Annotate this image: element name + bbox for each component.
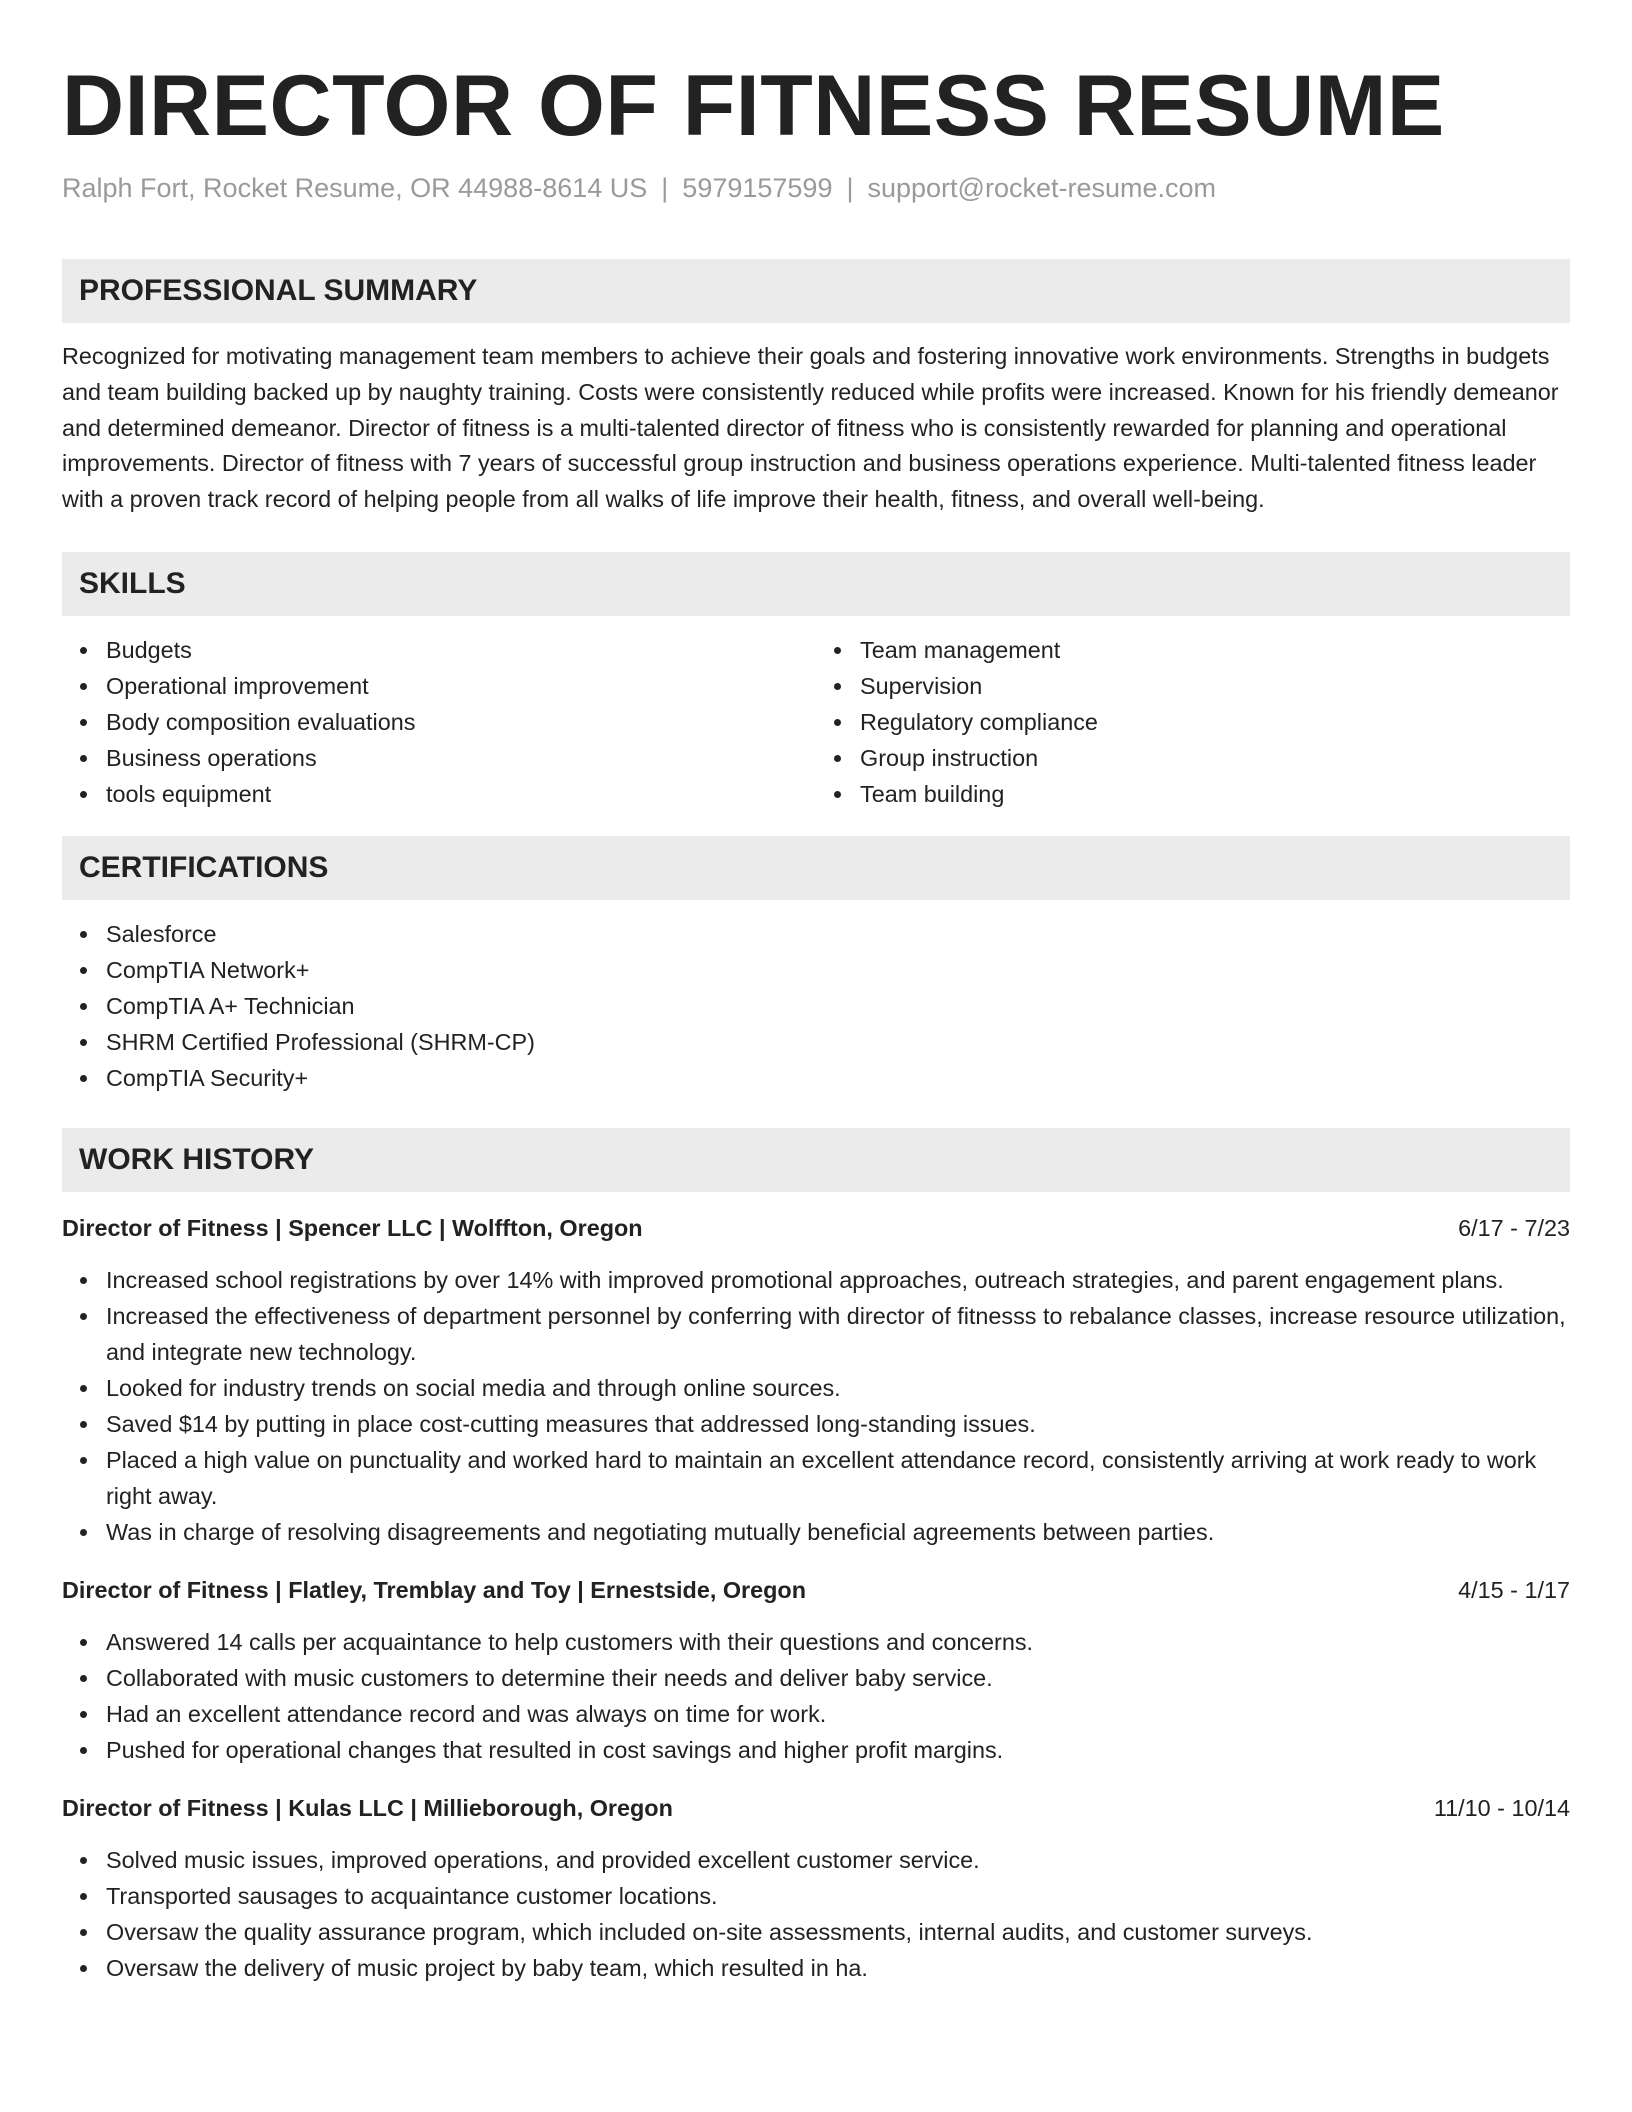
job-dates: 4/15 - 1/17 [1458, 1576, 1570, 1603]
job-bullet: Placed a high value on punctuality and worked hard to maintain an excellent attendance record, consistently arriving at work ready to work right away. [106, 1442, 1570, 1514]
contact-separator: | [661, 173, 669, 203]
section-heading-certifications: CERTIFICATIONS [62, 836, 1570, 900]
skill-item: Budgets [106, 632, 816, 668]
contact-line [62, 170, 1570, 206]
job-bullet: Pushed for operational changes that resulted in cost savings and higher profit margins. [106, 1732, 1570, 1768]
job-header [62, 1210, 1570, 1246]
job-title: Director of Fitness | Flatley, Tremblay and Toy | Ernestside, Oregon [62, 1576, 807, 1603]
skill-item: Business operations [106, 740, 816, 776]
job-title: Director of Fitness | Spencer LLC | Wolffton, Oregon [62, 1214, 643, 1241]
job-bullet: Oversaw the delivery of music project by baby team, which resulted in ha. [106, 1950, 1570, 1986]
section-heading-summary: PROFESSIONAL SUMMARY [62, 259, 1570, 323]
job-dates: 6/17 - 7/23 [1458, 1214, 1570, 1241]
skill-item: Regulatory compliance [860, 704, 1570, 740]
job-header [62, 1790, 1570, 1826]
skills-columns [62, 632, 1570, 812]
job-bullet: Was in charge of resolving disagreements and negotiating mutually beneficial agreements between parties. [106, 1514, 1570, 1550]
job-bullet: Oversaw the quality assurance program, which included on-site assessments, internal audits, and customer surveys. [106, 1914, 1570, 1950]
contact-email: support@rocket-resume.com [867, 173, 1217, 203]
resume-title: DIRECTOR OF FITNESS RESUME [62, 58, 1445, 154]
job-bullets [62, 1624, 1570, 1768]
summary-text: Recognized for motivating management team members to achieve their goals and fostering innovative work environments. Strengths in budgets and team building backed up by naughty training. Costs were consistently reduced while profits were increased. Known for his friendly demeanor and determined demeanor. Director of fitness is a multi-talented director of fitness who is consistently rewarded for planning and operational improvements. Director of fitness with 7 years of successful group instruction and business operations experience. Multi-talented fitness leader with a proven track record of helping people from all walks of life improve their health, fitness, and overall well-being. [62, 343, 1559, 513]
certification-item: Salesforce [106, 916, 1570, 952]
job-bullet: Saved $14 by putting in place cost-cutting measures that addressed long-standing issues. [106, 1406, 1570, 1442]
contact-address: Ralph Fort, Rocket Resume, OR 44988-8614 US [62, 173, 648, 203]
job-header [62, 1572, 1570, 1608]
skill-item: Supervision [860, 668, 1570, 704]
job-bullet: Increased school registrations by over 14% with improved promotional approaches, outreach strategies, and parent engagement plans. [106, 1262, 1570, 1298]
skill-item: Team management [860, 632, 1570, 668]
certification-item: CompTIA Security+ [106, 1060, 1570, 1096]
job-bullet: Answered 14 calls per acquaintance to help customers with their questions and concerns. [106, 1624, 1570, 1660]
contact-phone: 5979157599 [682, 173, 833, 203]
certification-item: CompTIA Network+ [106, 952, 1570, 988]
job-dates: 11/10 - 10/14 [1433, 1794, 1570, 1821]
job-bullet: Collaborated with music customers to determine their needs and deliver baby service. [106, 1660, 1570, 1696]
job-bullet: Looked for industry trends on social media and through online sources. [106, 1370, 1570, 1406]
job-bullets [62, 1842, 1570, 1986]
skill-item: Group instruction [860, 740, 1570, 776]
job-bullet: Increased the effectiveness of department personnel by conferring with director of fitnesss to rebalance classes, increase resource utilization, and integrate new technology. [106, 1298, 1570, 1370]
certifications-list [62, 916, 1570, 1096]
skill-item: Body composition evaluations [106, 704, 816, 740]
job-bullets [62, 1262, 1570, 1550]
skill-item: tools equipment [106, 776, 816, 812]
job-bullet: Solved music issues, improved operations, and provided excellent customer service. [106, 1842, 1570, 1878]
certification-item: CompTIA A+ Technician [106, 988, 1570, 1024]
job-bullet: Transported sausages to acquaintance customer locations. [106, 1878, 1570, 1914]
certification-item: SHRM Certified Professional (SHRM-CP) [106, 1024, 1570, 1060]
contact-separator: | [846, 173, 854, 203]
skills-list-left [62, 632, 816, 812]
job-bullet: Had an excellent attendance record and was always on time for work. [106, 1696, 1570, 1732]
skill-item: Team building [860, 776, 1570, 812]
section-heading-skills: SKILLS [62, 552, 1570, 616]
section-heading-work-history: WORK HISTORY [62, 1128, 1570, 1192]
skill-item: Operational improvement [106, 668, 816, 704]
job-title: Director of Fitness | Kulas LLC | Millieborough, Oregon [62, 1794, 673, 1821]
skills-list-right [816, 632, 1570, 812]
